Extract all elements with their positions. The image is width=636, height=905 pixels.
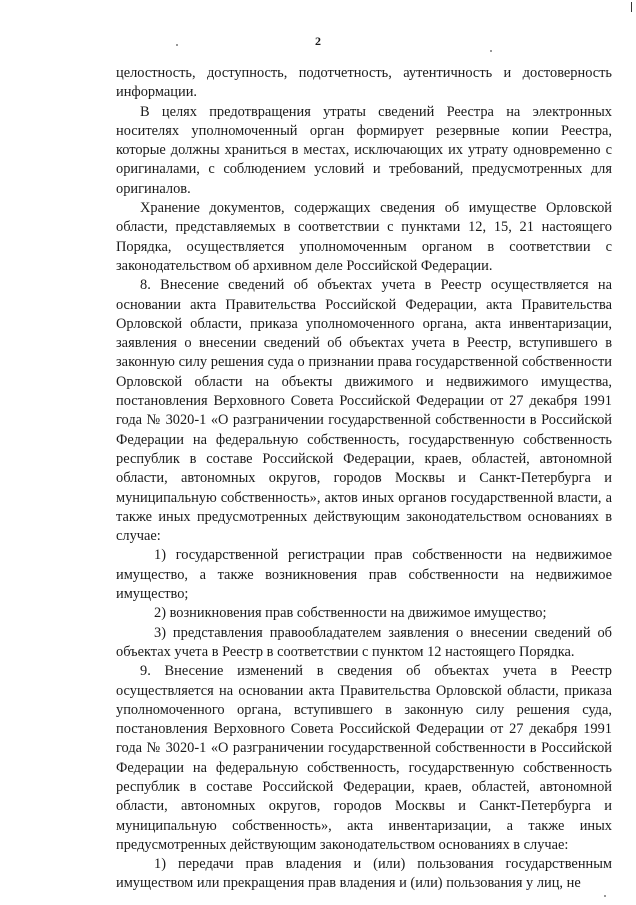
scan-speck [604, 895, 606, 897]
scan-speck [176, 44, 178, 46]
list-item-8-1: 1) государственной регистрации прав собственности на недвижимое имущество, а также возникновения прав собственности на недвижимое имущество; [116, 547, 612, 603]
paragraph-backup-copies: В целях предотвращения утраты сведений Реестра на электронных носителях уполномоченный орган формирует резервные копии Реестра, которые должны храниться в местах, исключающих их утрату одновременно с оригиналами, с соблюдением условий и требований, предусмотренных для оригиналов. [116, 103, 612, 197]
list-item-8-3: 3) представления правообладателем заявления о внесении сведений об объектах учета в Реестр в соответствии с пунктом 12 настоящего Порядка. [116, 624, 612, 660]
page-edge-mark [631, 2, 632, 12]
paragraph-item-9: 9. Внесение изменений в сведения об объектах учета в Реестр осуществляется на основании акта Правительства Орловской области, приказа уполномоченного органа, вступившего в законную силу решения суда, постановления Верховного Совета Российской Федерации от 27 декабря 1991 года № 3020-1 «О разграничении государственной собственности в Российской Федерации на федеральную собственность, государственную собственность республик в составе Российской Федерации, краев, областей, автономной области, автономных округов, городов Москвы и Санкт-Петербурга и муниципальную собственность», акта инвентаризации, а также иных предусмотренных действующим законодательством основаниях в случае: [116, 663, 612, 853]
list-item-9-1: 1) передачи прав владения и (или) пользования государственным имуществом или прекращения прав владения и (или) пользования у лиц, не [116, 856, 612, 892]
paragraph-continuation: целостность, доступность, подотчетность, аутентичность и достоверность информации. [116, 65, 612, 101]
document-body [116, 64, 612, 894]
scan-speck [490, 50, 492, 52]
page-number: 2 [315, 34, 321, 48]
paragraph-document-storage: Хранение документов, содержащих сведения об имуществе Орловской области, представляемых в соответствии с пунктами 12, 15, 21 настоящего Порядка, осуществляется уполномоченным органом в соответствии с законодательством об архивном деле Российской Федерации. [116, 200, 612, 274]
paragraph-item-8: 8. Внесение сведений об объектах учета в Реестр осуществляется на основании акта Правительства Российской Федерации, акта Правительства Орловской области, приказа уполномоченного органа, акта инвентаризации, заявления о внесении сведений об объектах учета в Реестр, вступившего в законную силу решения суда о признании права государственной собственности Орловской области на объекты движимого и недвижимого имущества, постановления Верховного Совета Российской Федерации от 27 декабря 1991 года № 3020-1 «О разграничении государственной собственности в Российской Федерации на федеральную собственность, государственную собственность республик в составе Российской Федерации, краев, областей, автономной области, автономных округов, городов Москвы и Санкт-Петербурга и муниципальную собственность», актов иных органов государственной власти, а также иных предусмотренных действующим законодательством основаниях в случае: [116, 277, 612, 545]
list-item-8-2: 2) возникновения прав собственности на движимое имущество; [154, 605, 547, 622]
